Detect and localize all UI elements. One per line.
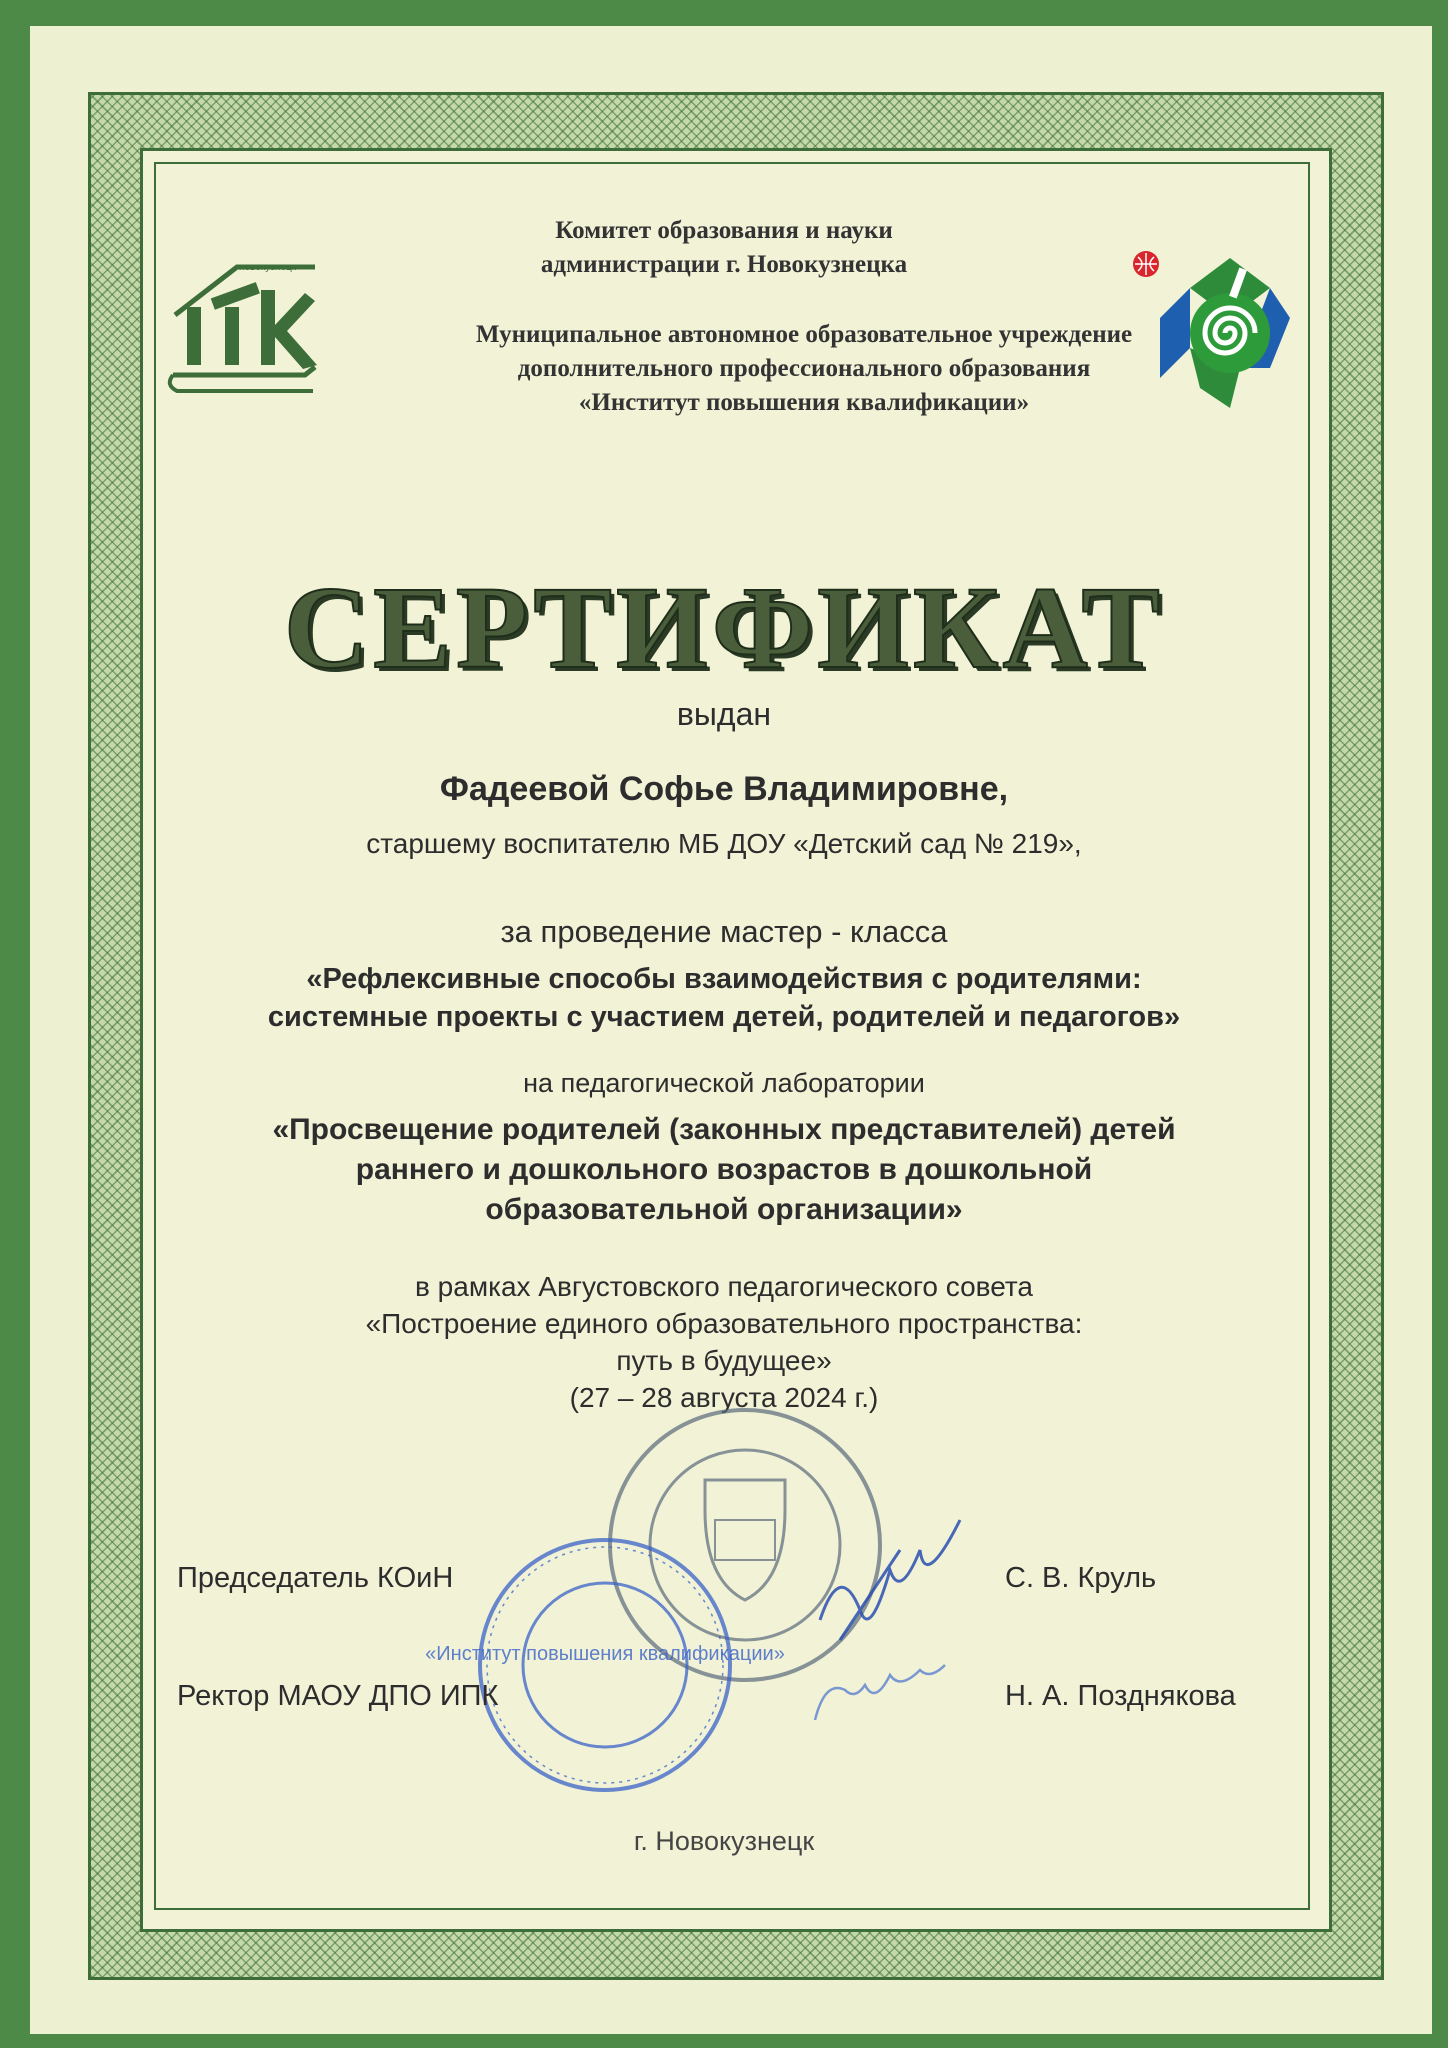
institution-line: Муниципальное автономное образовательное учреждение xyxy=(475,321,1133,348)
lab-line: раннего и дошкольного возрастов в дошкольной xyxy=(355,1153,1093,1186)
lab-line: «Просвещение родителей (законных представителей) детей xyxy=(272,1113,1176,1146)
institution-line: «Институт повышения квалификации» xyxy=(578,389,1030,416)
masterclass-line: системные проекты с участием детей, родителей и педагогов» xyxy=(267,1001,1181,1033)
council-line: путь в будущее» xyxy=(616,1345,832,1376)
signature-krul xyxy=(820,1520,960,1640)
signatory-name-chair: С. В. Круль xyxy=(1005,1562,1157,1594)
signatory-title-rector: Ректор МАОУ ДПО ИПК xyxy=(177,1680,499,1712)
institution-name xyxy=(80,318,1448,420)
gray-seal-stamp xyxy=(610,1410,880,1680)
council-line: в рамках Августовского педагогического совета xyxy=(415,1271,1033,1302)
signatory-title-chair: Председатель КОиН xyxy=(177,1562,454,1594)
signatory-name-rector: Н. А. Позднякова xyxy=(1005,1680,1236,1712)
lab-line: образовательной организации» xyxy=(485,1193,963,1226)
stamp-text-line: «Институт повышения квалификации» xyxy=(425,1643,785,1665)
issued-label: выдан xyxy=(676,696,772,732)
institution-line: дополнительного профессионального образования xyxy=(517,355,1091,382)
event-dates: (27 – 28 августа 2024 г.) xyxy=(569,1382,879,1413)
lab-intro: на педагогической лаборатории xyxy=(523,1068,925,1098)
committee-line: Комитет образования и науки xyxy=(555,217,893,244)
masterclass-title xyxy=(0,960,1448,1036)
certificate-title: СЕРТИФИКАТ xyxy=(283,562,1165,693)
council-info xyxy=(0,1268,1448,1416)
committee-line: администрации г. Новокузнецка xyxy=(540,251,908,278)
council-line: «Построение единого образовательного пространства: xyxy=(365,1308,1083,1339)
issue-city: г. Новокузнецк xyxy=(633,1826,815,1856)
signature-pozdnyakova xyxy=(815,1665,945,1720)
committee-name xyxy=(0,214,1448,282)
award-reason: за проведение мастер - класса xyxy=(500,914,948,949)
logo-city-label: новокузнецк xyxy=(239,262,297,273)
stamp-center-text xyxy=(425,1643,785,1665)
recipient-position: старшему воспитателю МБ ДОУ «Детский сад № 219», xyxy=(366,828,1082,859)
lab-title xyxy=(0,1110,1448,1230)
recipient-name: Фадеевой Софье Владимировне, xyxy=(439,770,1009,808)
masterclass-line: «Рефлексивные способы взаимодействия с родителями: xyxy=(306,963,1142,995)
blue-round-stamp xyxy=(480,1540,730,1790)
